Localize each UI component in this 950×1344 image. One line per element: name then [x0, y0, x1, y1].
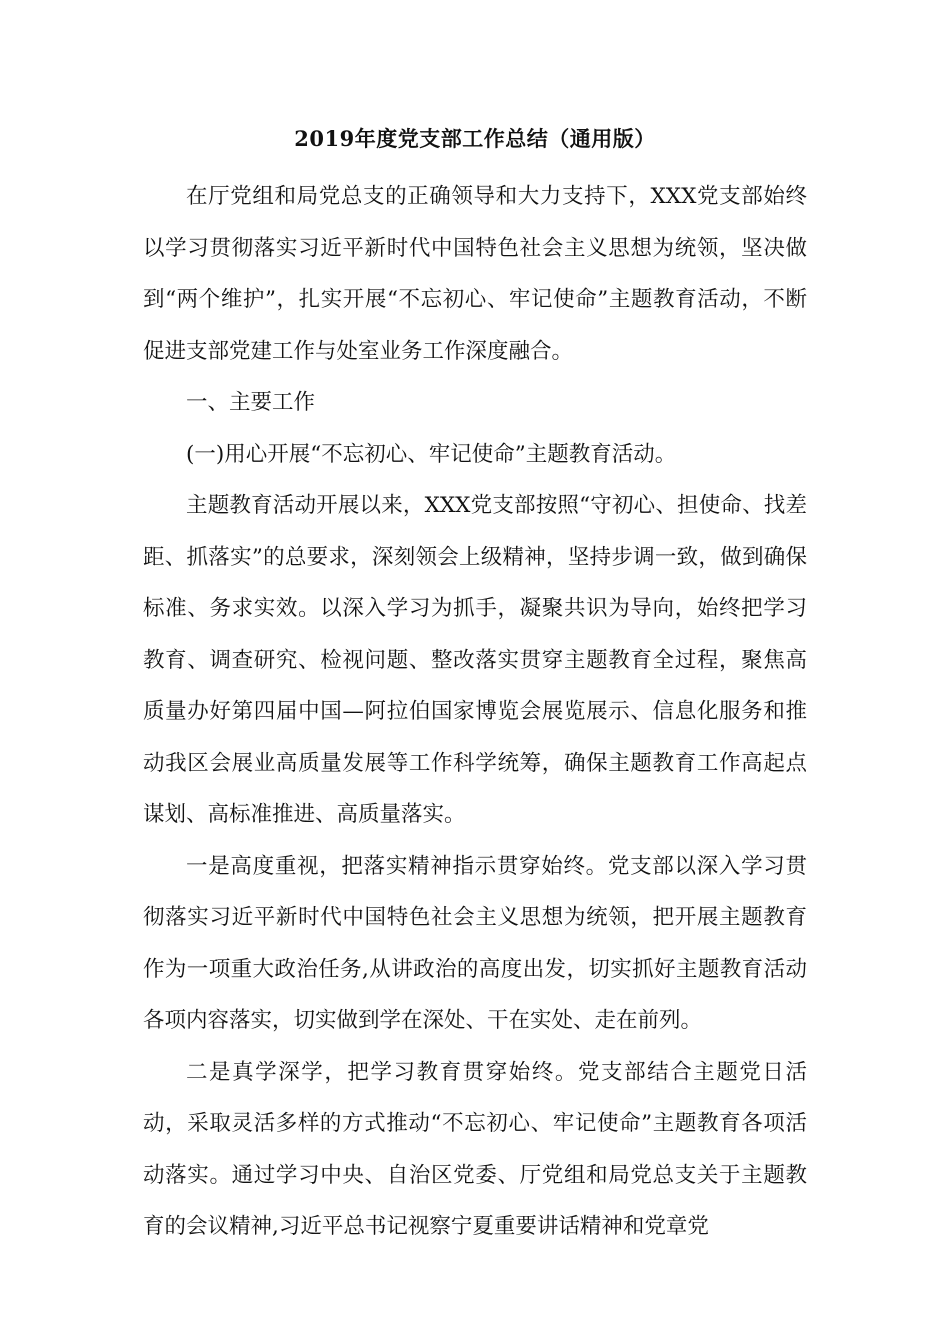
- paragraph-point-one: 一是高度重视，把落实精神指示贯穿始终。党支部以深入学习贯彻落实习近平新时代中国特色社会主义思想为统领，把开展主题教育作为一项重大政治任务,从讲政治的高度出发，切实抓好主题教育活动各项内容落实，切实做到学在深处、干在实处、走在前列。: [143, 853, 807, 1033]
- document-title: 2019年度党支部工作总结（通用版）: [294, 126, 656, 151]
- section-heading-main-work: 一、主要工作: [186, 390, 316, 415]
- document-body: [143, 171, 807, 1253]
- paragraph-point-two: 二是真学深学，把学习教育贯穿始终。党支部结合主题党日活动，采取灵活多样的方式推动“不忘初心、牢记使命”主题教育各项活动落实。通过学习中央、自治区党委、厅党组和局党总支关于主题教育的会议精神,习近平总书记视察宁夏重要讲话精神和党章党: [143, 1059, 807, 1239]
- paragraph-theme-education: 主题教育活动开展以来，XXX党支部按照“守初心、担使命、找差距、抓落实”的总要求，深刻领会上级精神，坚持步调一致，做到确保标准、务求实效。以深入学习为抓手，凝聚共识为导向，始终把学习教育、调查研究、检视问题、整改落实贯穿主题教育全过程，聚焦高质量办好第四届中国—阿拉伯国家博览会展览展示、信息化服务和推动我区会展业高质量发展等工作科学统筹，确保主题教育工作高起点谋划、高标准推进、高质量落实。: [143, 493, 807, 827]
- paragraph-intro: 在厅党组和局党总支的正确领导和大力支持下，XXX党支部始终以学习贯彻落实习近平新时代中国特色社会主义思想为统领，坚决做到“两个维护”，扎实开展“不忘初心、牢记使命”主题教育活动，不断促进支部党建工作与处室业务工作深度融合。: [143, 184, 807, 364]
- subsection-heading-theme-education: (一)用心开展“不忘初心、牢记使命”主题教育活动。: [186, 441, 677, 467]
